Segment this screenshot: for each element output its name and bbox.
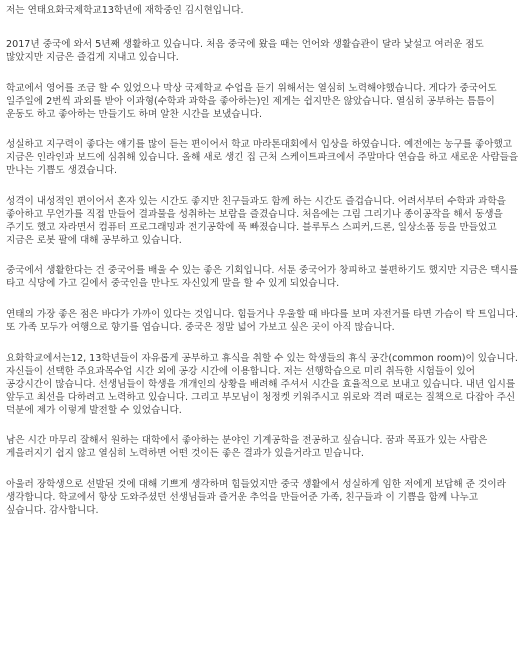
paragraph-closing: 아울러 장학생으로 선발된 것에 대해 기쁘게 생각하며 힘들었지만 중국 생활에서 성실하게 임한 저에게 보답해 준 것이라 생각합니다. 학교에서 항상 도와주셨던 선생님들과 즐거운 추억을 만들어준 가족, 친구들과 이 기쁨을 함께 나누고 싶습니다. 감사합니다.: [6, 478, 506, 516]
paragraph-personality: 성격이 내성적인 편이어서 혼자 있는 시간도 좋지만 친구들과도 함께 하는 시간도 즐겁습니다. 어려서부터 수학과 과학을 좋아하고 무언가를 직접 만들어 결과물을 성취하는 보람을 즐겼습니다. 처음에는 그림 그리기나 종이공작을 해서 동생을 주기도 했고 자라면서 컴퓨터 프로그래밍과 전기공학에 푹 빠졌습니다. 블루투스 스피커,드론, 일상소품 등을 만들었고 지금은 로봇 팔에 대해 공부하고 있습니다.: [6, 195, 506, 246]
paragraph-intro: 저는 연태요화국제학교13학년에 재학중인 김시현입니다.: [6, 5, 244, 16]
essay-document: [6, 4, 520, 517]
paragraph-yantai: 연태의 가장 좋은 점은 바다가 가까이 있다는 것입니다. 힘들거나 우울할 때 바다를 보며 자전거를 타면 가슴이 탁 트입니다. 또 가족 모두가 여행으로 향기를 엽습니다. 중국은 정말 넓어 가보고 싶은 곳이 아직 많습니다.: [6, 308, 519, 333]
paragraph-study: 학교에서 영어를 조금 할 수 있었으나 막상 국제학교 수업을 듣기 위해서는 열심히 노력해야했습니다. 게다가 중국어도 일주일에 2번씩 과외를 받아 이과형(수학과 과학을 좋아하는)인 제게는 쉽지만은 않았습니다. 열심히 공부하는 틈틈이 운동도 하고 좋아하는 만들기도 하며 알찬 시간을 보냈습니다.: [6, 82, 497, 120]
paragraph-chinese: 중국에서 생활한다는 건 중국어를 배울 수 있는 좋은 기회입니다. 서툰 중국어가 창피하고 불편하기도 했지만 지금은 택시를 타고 식당에 가고 길에서 중국인을 만나도 자신있게 말을 할 수 있게 되었습니다.: [6, 265, 519, 290]
paragraph-arrival: 2017년 중국에 와서 5년째 생활하고 있습니다. 처음 중국에 왔을 때는 언어와 생활습관이 달라 낯설고 여러운 점도 많았지만 지금은 즐겁게 지내고 있습니다.: [6, 39, 484, 63]
paragraph-hobbies: 성실하고 지구력이 좋다는 얘기를 많이 듣는 편이어서 학교 마라톤대회에서 입상을 하였습니다. 예전에는 농구를 좋아했고 지금은 인라인과 보드에 심취해 있습니다. 올해 새로 생긴 집 근처 스케이트파크에서 주말마다 연습을 하고 새로운 사람들을 만나는 기쁨도 생겼습니다.: [6, 139, 519, 177]
paragraph-school: 요화학교에서는12, 13학년들이 자유롭게 공부하고 휴식을 취할 수 있는 학생들의 휴식 공간(common room)이 있습니다. 자신들이 선택한 주요과목수업 시간 외에 공강 시간에 이용합니다. 저는 선행학습으로 미리 취득한 시험들이 있어 공강시간이 많습니다. 선생님들이 학생을 개개인의 상황을 배려해 주셔서 시간을 효율적으로 보내고 있습니다. 내년 입시를 앞두고 최선을 다하려고 노력하고 있습니다. 그리고 부모님이 청정켓 키워주시고 위로와 격려 때로는 질책으로 다잡아 주신 덕분에 제가 이렇게 발전할 수 있었습니다.: [6, 352, 518, 416]
paragraph-goals: 남은 시간 마무리 잘해서 원하는 대학에서 좋아하는 분야인 기계공학을 전공하고 싶습니다. 꿈과 목표가 있는 사람은 게을러지기 쉽지 않고 열심히 노력하면 어떤 것이든 좋은 결과가 있을거라고 믿습니다.: [6, 435, 488, 460]
